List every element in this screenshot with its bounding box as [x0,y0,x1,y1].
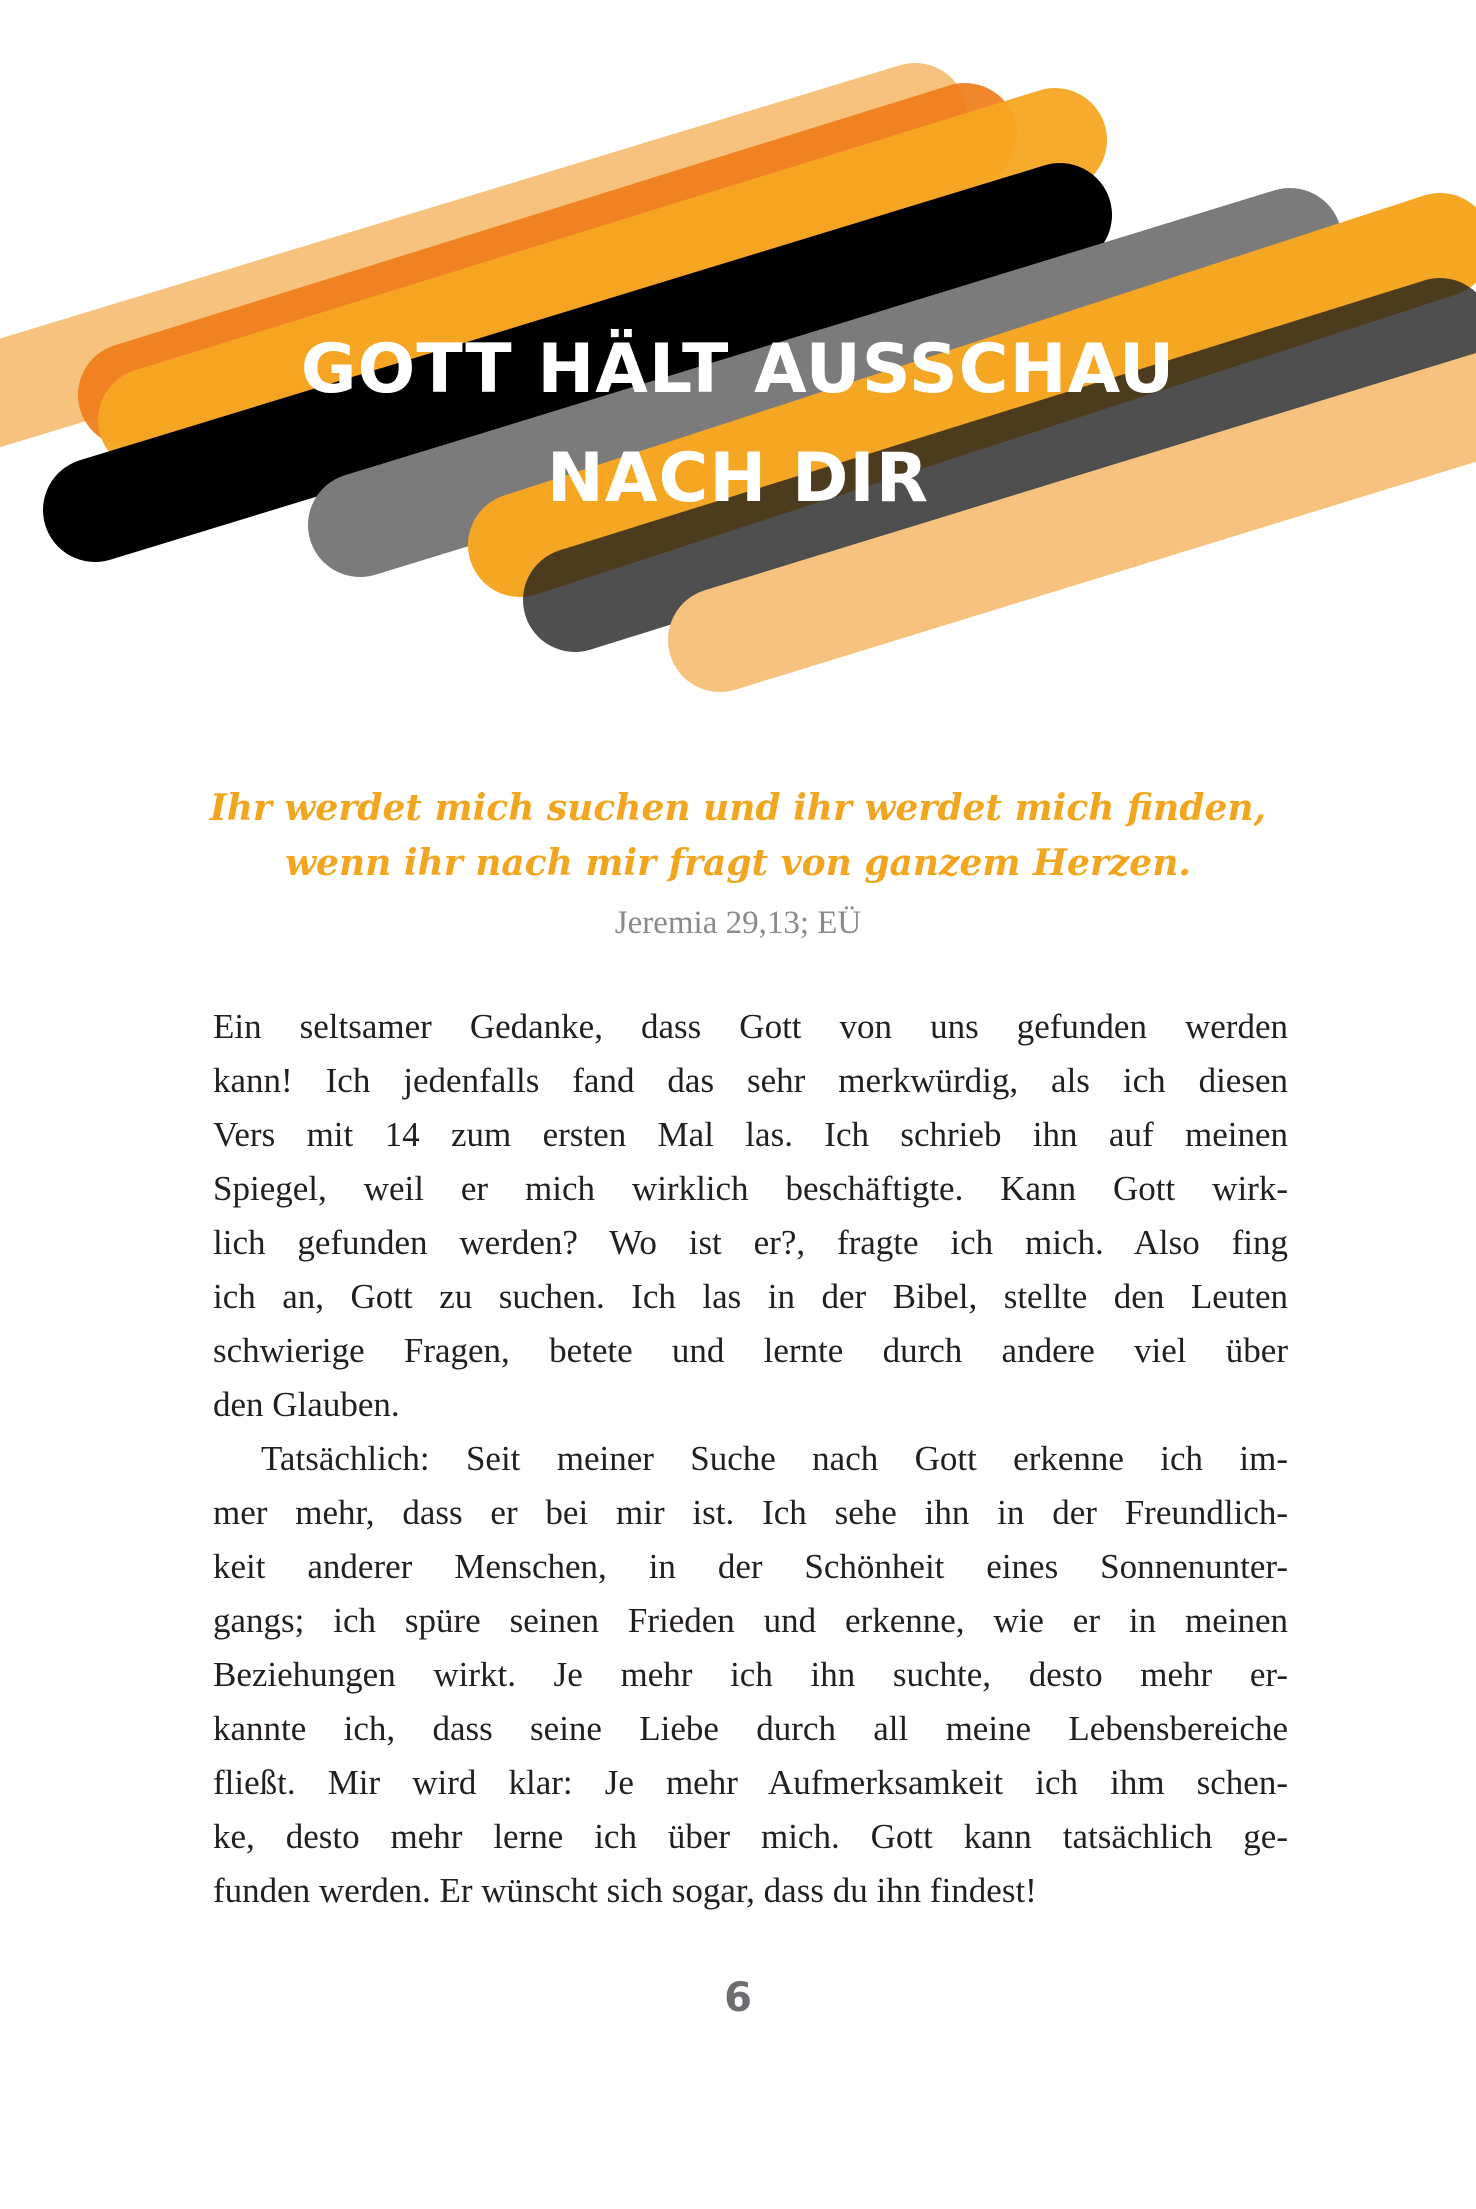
text-line: kannte ich, dass seine Liebe durch all meine Lebensbereiche [213,1709,1288,1748]
page-title-line-1: GOTT HÄLT AUSSCHAU [300,330,1176,409]
bible-reference: Jeremia 29,13; EÜ [614,905,862,941]
text-line: mer mehr, dass er bei mir ist. Ich sehe ihn in der Freundlich- [213,1493,1288,1532]
paragraph-2 [213,1432,1288,1918]
bible-quote-line-2: wenn ihr nach mir fragt von ganzem Herzen. [285,842,1191,884]
text-line: fließt. Mir wird klar: Je mehr Aufmerksamkeit ich ihm schen- [213,1763,1288,1802]
paragraph-1 [213,1000,1288,1432]
text-line: den Glauben. [213,1385,400,1424]
text-line: lich gefunden werden? Wo ist er?, fragte ich mich. Also fing [213,1223,1288,1262]
text-line: Vers mit 14 zum ersten Mal las. Ich schrieb ihn auf meinen [213,1115,1288,1154]
text-line: Beziehungen wirkt. Je mehr ich ihn suchte, desto mehr er- [213,1655,1288,1694]
text-line: Spiegel, weil er mich wirklich beschäftigte. Kann Gott wirk- [213,1169,1288,1208]
bible-quote-line-1: Ihr werdet mich suchen und ihr werdet mich finden, [209,787,1267,829]
text-line: Ein seltsamer Gedanke, dass Gott von uns gefunden werden [213,1007,1288,1046]
text-line: schwierige Fragen, betete und lernte durch andere viel über [213,1331,1288,1370]
text-line: kann! Ich jedenfalls fand das sehr merkwürdig, als ich diesen [213,1061,1288,1100]
page-number: 6 [724,1975,752,2021]
page-title-line-2: NACH DIR [546,439,930,518]
body-text [213,1000,1288,1918]
text-line: keit anderer Menschen, in der Schönheit eines Sonnenunter- [213,1547,1288,1586]
text-line: funden werden. Er wünscht sich sogar, dass du ihn findest! [213,1871,1037,1910]
text-line: ke, desto mehr lerne ich über mich. Gott kann tatsächlich ge- [213,1817,1288,1856]
text-line: Tatsächlich: Seit meiner Suche nach Gott erkenne ich im- [261,1439,1288,1478]
text-line: ich an, Gott zu suchen. Ich las in der Bibel, stellte den Leuten [213,1277,1288,1316]
text-line: gangs; ich spüre seinen Frieden und erkenne, wie er in meinen [213,1601,1288,1640]
